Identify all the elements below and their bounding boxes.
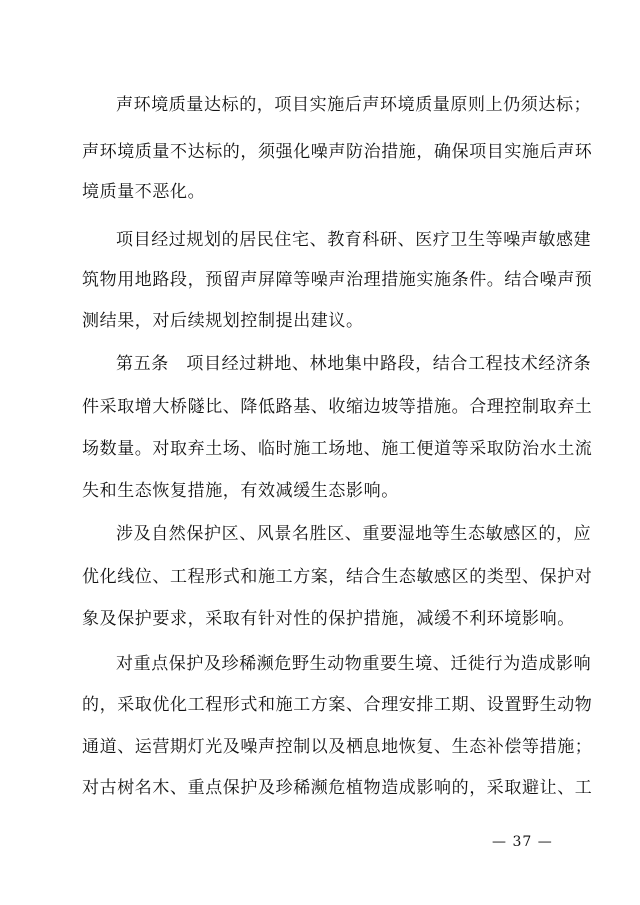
text-line: 筑物用地路段，预留声屏障等噪声治理措施实施条件。结合噪声预 — [82, 270, 593, 290]
text-line: 涉及自然保护区、风景名胜区、重要湿地等生态敏感区的，应 — [116, 524, 592, 544]
text-line: 件采取增大桥隧比、降低路基、收缩边坡等措施。合理控制取弃土 — [82, 397, 593, 417]
text-line: 通道、运营期灯光及噪声控制以及栖息地恢复、生态补偿等措施； — [82, 737, 593, 757]
text-line: 象及保护要求，采取有针对性的保护措施，减缓不利环境影响。 — [82, 609, 575, 629]
text-line: 对古树名木、重点保护及珍稀濒危植物造成影响的，采取避让、工 — [82, 778, 593, 798]
text-line: 场数量。对取弃土场、临时施工场地、施工便道等采取防治水土流 — [82, 439, 593, 459]
text-line: 失和生态恢复措施，有效减缓生态影响。 — [82, 481, 399, 501]
text-line: 测结果，对后续规划控制提出建议。 — [82, 311, 364, 331]
text-line: 的，采取优化工程形式和施工方案、合理安排工期、设置野生动物 — [82, 695, 593, 715]
text-line: 对重点保护及珍稀濒危野生动物重要生境、迁徙行为造成影响 — [116, 654, 592, 674]
text-line: 第五条 项目经过耕地、林地集中路段，结合工程技术经济条 — [116, 354, 592, 374]
text-line: 声环境质量不达标的，须强化噪声防治措施，确保项目实施后声环 — [82, 142, 593, 162]
text-line: 境质量不恶化。 — [82, 182, 206, 202]
page-number: — 37 — — [492, 834, 553, 850]
text-line: 声环境质量达标的，项目实施后声环境质量原则上仍须达标； — [116, 95, 592, 115]
text-line: 优化线位、工程形式和施工方案，结合生态敏感区的类型、保护对 — [82, 567, 593, 587]
text-line: 项目经过规划的居民住宅、教育科研、医疗卫生等噪声敏感建 — [116, 230, 592, 250]
